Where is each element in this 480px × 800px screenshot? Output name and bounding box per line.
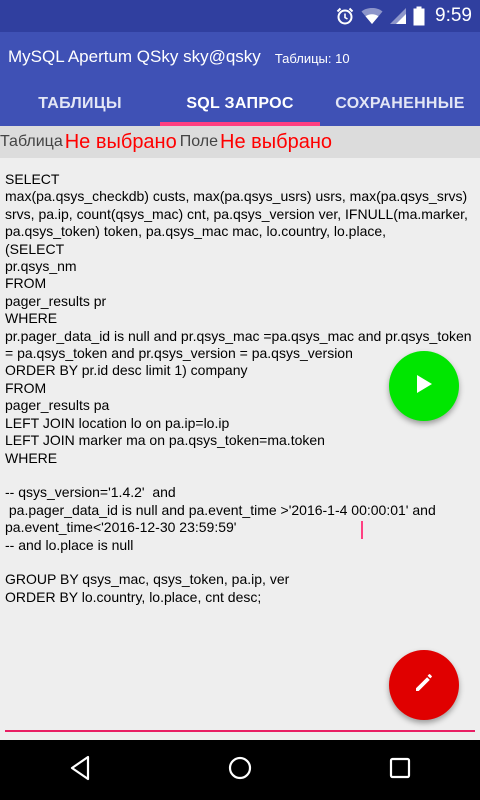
home-button[interactable] [210, 740, 270, 800]
tables-count: Таблицы: 10 [274, 50, 350, 66]
cellular-signal-icon [389, 7, 407, 25]
tab-bar [0, 82, 480, 126]
home-icon [227, 755, 253, 786]
status-time: 9:59 [435, 5, 472, 26]
battery-icon [413, 6, 425, 26]
edit-button[interactable] [389, 650, 459, 720]
navigation-bar [0, 740, 480, 800]
app-bar [0, 32, 480, 82]
editor-underline [5, 730, 475, 732]
recents-button[interactable] [370, 740, 430, 800]
tab-tables[interactable]: ТАБЛИЦЫ [38, 95, 122, 112]
status-icons [335, 0, 472, 32]
tab-sql-query[interactable]: SQL ЗАПРОС [160, 82, 320, 126]
pencil-icon [412, 671, 436, 700]
selection-bar [0, 126, 480, 158]
play-icon [414, 373, 434, 400]
run-query-button[interactable] [389, 351, 459, 421]
alarm-icon [335, 6, 355, 26]
text-cursor [361, 521, 363, 539]
table-label: Таблица [0, 133, 63, 150]
tab-saved[interactable]: СОХРАНЕННЫЕ [335, 95, 465, 112]
back-icon [68, 755, 92, 786]
app-title: MySQL Apertum QSky sky@qsky [8, 47, 261, 66]
field-value[interactable]: Не выбрано [220, 130, 333, 153]
back-button[interactable] [50, 740, 110, 800]
table-value[interactable]: Не выбрано [64, 130, 177, 153]
recents-icon [389, 757, 411, 784]
sql-query-text[interactable]: SELECT max(pa.qsys_checkdb) custs, max(pa.qsys_usrs) usrs, max(pa.qsys_srvs) srvs, pa.ip, count(qsys_mac) cnt, pa.qsys_version ver, IFNULL(ma.marker, pa.qsys_token) token, pa.qsys_mac mac, lo.country, lo.place, (SELECT pr.qsys_nm FROM pager_results pr WHERE pr.pager_data_id is null and pr.qsys_mac =pa.qsys_mac and pr.qsys_token = pa.qsys_token and pr.qsys_version = pa.qsys_version ORDER BY pr.id desc limit 1) company FROM pager_results pa LEFT JOIN location lo on pa.ip=lo.ip LEFT JOIN marker ma on pa.qsys_token=ma.token WHERE -- qsys_version='1.4.2' and pa.pager_data_id is null and pa.event_time >'2016-1-4 00:00:01' and pa.event_time<'2016-12-30 23:59:59' -- and lo.place is null GROUP BY qsys_mac, qsys_token, pa.ip, ver ORDER BY lo.country, lo.place, cnt desc; [5, 171, 472, 605]
wifi-icon [361, 7, 383, 25]
status-bar [0, 0, 480, 32]
field-label: Поле [179, 133, 219, 150]
